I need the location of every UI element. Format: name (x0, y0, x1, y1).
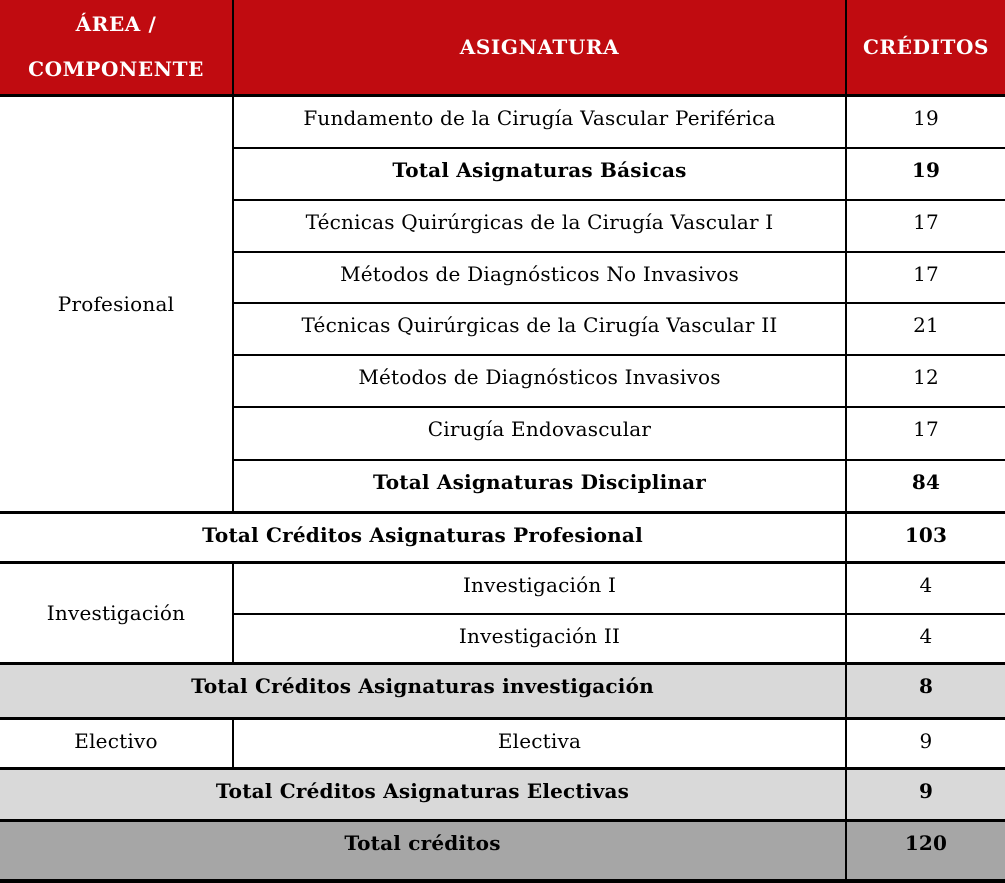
credits-cell: 17 (846, 200, 1005, 252)
credits-cell: 12 (846, 355, 1005, 407)
area-cell-electivo: Electivo (0, 718, 233, 768)
subject-cell: Métodos de Diagnósticos No Invasivos (233, 252, 846, 303)
total-row-value: 120 (846, 820, 1005, 881)
total-row-profesional (0, 512, 1005, 562)
total-row-general (0, 820, 1005, 881)
header-row (0, 0, 1005, 95)
credits-cell: 9 (846, 718, 1005, 768)
header-area-line1: ÁREA / (75, 11, 157, 36)
total-row-electivas (0, 768, 1005, 820)
credits-cell: 19 (846, 95, 1005, 148)
total-row-investigacion (0, 663, 1005, 718)
subject-cell: Técnicas Quirúrgicas de la Cirugía Vascular II (233, 303, 846, 355)
header-cell-area (0, 0, 233, 95)
total-row-value: 103 (846, 512, 1005, 562)
header-cell-asignatura: ASIGNATURA (233, 0, 846, 95)
subtotal-label-cell: Total Asignaturas Disciplinar (233, 460, 846, 512)
subject-cell: Técnicas Quirúrgicas de la Cirugía Vascular I (233, 200, 846, 252)
credits-cell: 17 (846, 407, 1005, 460)
header-cell-creditos: CRÉDITOS (846, 0, 1005, 95)
total-row-value: 9 (846, 768, 1005, 820)
total-row-label: Total créditos (0, 820, 846, 881)
subtotal-label-cell: Total Asignaturas Básicas (233, 148, 846, 200)
subject-cell: Investigación II (233, 614, 846, 663)
total-row-value: 8 (846, 663, 1005, 718)
total-row-label: Total Créditos Asignaturas investigación (0, 663, 846, 718)
subject-cell: Investigación I (233, 562, 846, 614)
total-row-label: Total Créditos Asignaturas Profesional (0, 512, 846, 562)
credits-cell: 4 (846, 562, 1005, 614)
subject-cell: Fundamento de la Cirugía Vascular Periférica (233, 95, 846, 148)
table-row (0, 95, 1005, 148)
area-cell-profesional: Profesional (0, 95, 233, 512)
subject-cell: Cirugía Endovascular (233, 407, 846, 460)
subtotal-credits-cell: 84 (846, 460, 1005, 512)
table-row (0, 718, 1005, 768)
subtotal-credits-cell: 19 (846, 148, 1005, 200)
credits-cell: 17 (846, 252, 1005, 303)
total-row-label: Total Créditos Asignaturas Electivas (0, 768, 846, 820)
subject-cell: Métodos de Diagnósticos Invasivos (233, 355, 846, 407)
credits-cell: 4 (846, 614, 1005, 663)
area-cell-investigacion: Investigación (0, 562, 233, 663)
subject-cell: Electiva (233, 718, 846, 768)
header-area-line2: COMPONENTE (28, 56, 204, 81)
credits-cell: 21 (846, 303, 1005, 355)
table-row (0, 562, 1005, 614)
